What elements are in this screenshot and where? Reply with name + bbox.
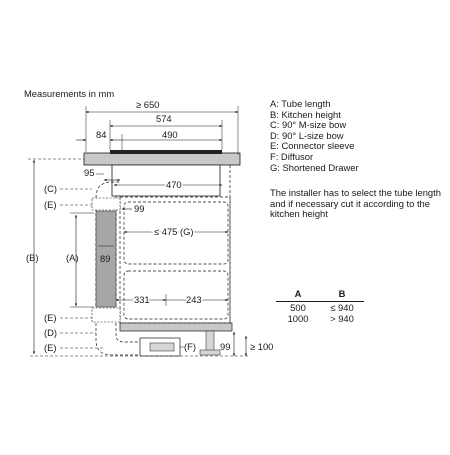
table-row [276, 313, 364, 324]
table-cell: > 940 [330, 313, 354, 324]
table-cell: ≤ 940 [330, 302, 354, 313]
label-d: (D) [44, 327, 58, 338]
connector-sleeve-top [92, 198, 120, 210]
label-e-mid: (E) [44, 312, 57, 323]
dim-84-text: 84 [96, 129, 107, 140]
diffusor-detail [150, 343, 174, 351]
hob-glass [110, 150, 222, 154]
legend-item-f: F: Diffusor [270, 150, 314, 162]
cabinet-foot [206, 331, 214, 351]
table-header-a: A [276, 288, 320, 302]
label-c: (C) [44, 183, 58, 194]
label-b: (B) [26, 252, 39, 263]
dim-89-text: 89 [100, 253, 111, 264]
label-e-bottom: (E) [44, 342, 57, 353]
dim-475-text: ≤ 475 (G) [154, 226, 194, 237]
label-f: (F) [184, 341, 196, 352]
label-a: (A) [66, 252, 79, 263]
legend-item-e: E: Connector sleeve [270, 140, 355, 152]
dim-99a-text: 99 [134, 203, 145, 214]
dim-331-text: 331 [134, 294, 150, 305]
dim-99b-text: 99 [220, 341, 231, 352]
dim-100-text: ≥ 100 [250, 341, 274, 352]
label-e-top: (E) [44, 199, 57, 210]
dim-574-text: 574 [156, 113, 172, 124]
dim-490-text: 490 [162, 129, 178, 140]
table-cell: 1000 [287, 313, 309, 324]
legend-item-a: A: Tube length [270, 98, 331, 109]
legend-item-c: C: 90° M-size bow [270, 119, 347, 131]
table-row [276, 302, 364, 314]
tube-length-table [276, 288, 364, 324]
diagram-title: Measurements in mm [24, 88, 115, 99]
countertop [84, 153, 240, 165]
installer-note: The installer has to select the tube length and if necessary cut it according to the kitchen height [270, 187, 441, 220]
connector-sleeve-bottom [92, 308, 120, 322]
dim-650-text: ≥ 650 [136, 99, 160, 110]
legend-item-b: B: Kitchen height [270, 108, 341, 120]
base-plinth [120, 323, 232, 331]
legend-item-d: D: 90° L-size bow [270, 129, 344, 141]
legend-item-g: G: Shortened Drawer [270, 161, 359, 173]
dim-243-text: 243 [186, 294, 202, 305]
dim-470-text: 470 [166, 179, 182, 190]
dim-95-text: 95 [84, 167, 95, 178]
legend [270, 99, 359, 173]
table-header-b: B [320, 288, 364, 302]
table-cell: 500 [290, 302, 306, 313]
cabinet-foot-base [200, 350, 220, 355]
